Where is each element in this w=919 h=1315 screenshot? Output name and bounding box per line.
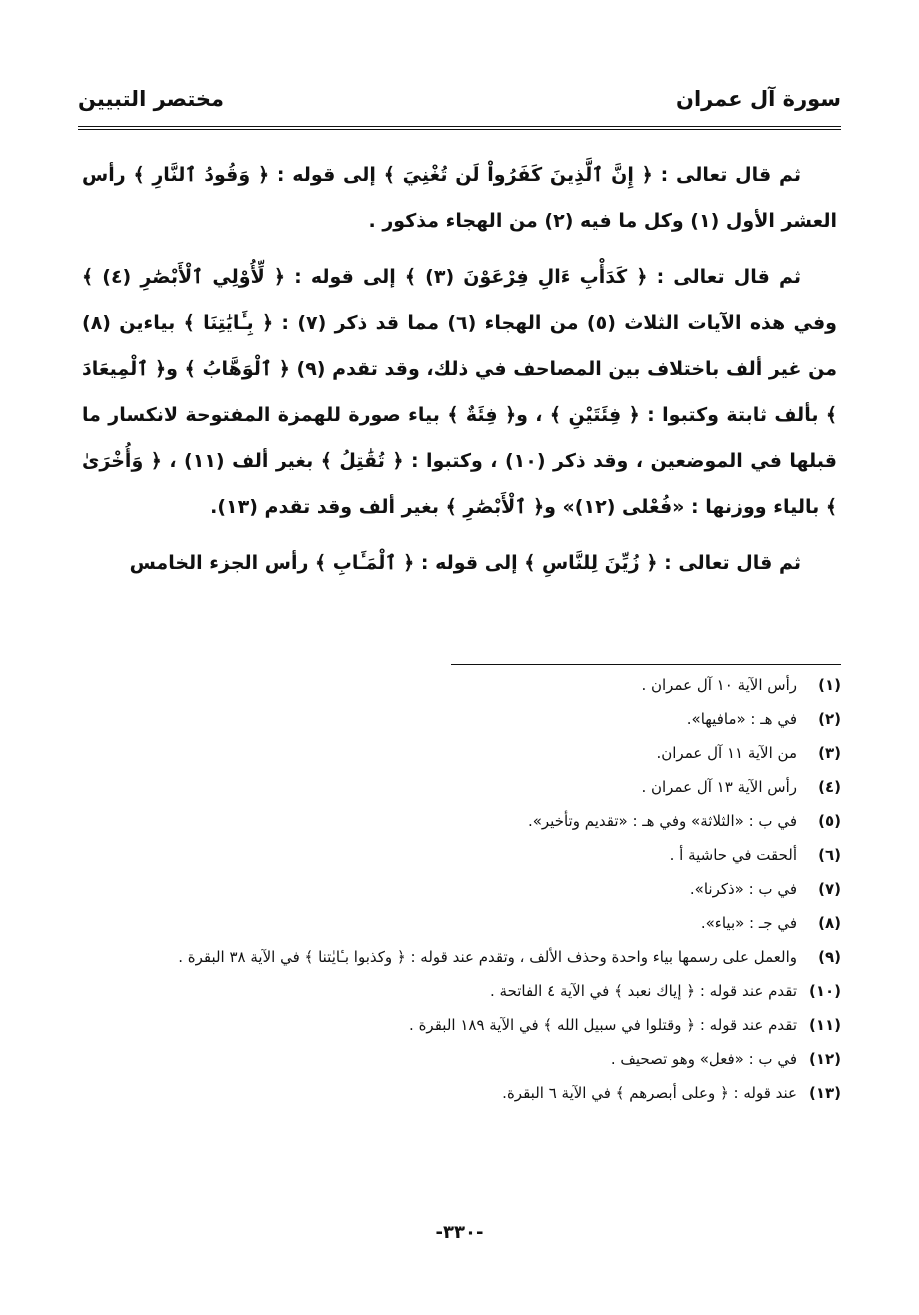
footnote-number: (٧) [818,880,841,898]
footnote-divider [451,664,841,665]
footnote-text: عند قوله : ﴿ وعلى أبصرهم ﴾ في الآية ٦ البقرة. [502,1084,797,1102]
footnote-text: في ب : «ذكرنا». [689,880,797,898]
footnote-number: (٩) [818,948,841,966]
footnote-number: (١٠) [808,982,841,1000]
footnote-number: (١) [818,676,841,694]
footnote-number: (٦) [818,846,841,864]
footnotes [78,668,841,1110]
footnote-text: من الآية ١١ آل عمران. [656,744,797,762]
footnote-number: (٥) [818,812,841,830]
footnote-text: تقدم عند قوله : ﴿ إياك نعبد ﴾ في الآية ٤ الفاتحة . [490,982,797,1000]
footnote-number: (٣) [818,744,841,762]
footnote-text: في ب : «فعل» وهو تصحيف . [610,1050,797,1068]
footnote [78,906,841,940]
footnote-number: (٤) [818,778,841,796]
footnote-text: والعمل على رسمها بياء واحدة وحذف الألف ، وتقدم عند قوله : ﴿ وكذبوا بـٔايٰتنا ﴾ في الآية ٣٨ البقرة . [178,948,797,966]
main-text [82,152,837,596]
footnote [78,974,841,1008]
footnote [78,838,841,872]
footnote [78,770,841,804]
footnote [78,940,841,974]
paragraph-2: ثم قال تعالى : ﴿ كَدَأْبِ ءَالِ فِرْعَوْنَ (٣) ﴾ إلى قوله : ﴿ لِّأُوْلِي ٱلْأَبْصَٰرِ (٤) ﴾ وفي هذه الآيات الثلاث (٥) من الهجاء (٦) مما قد ذكر (٧) : ﴿ بِـَٔايَٰتِنَا ﴾ بياءين (٨) من غير ألف باختلاف بين المصاحف في ذلك، وقد تقدم (٩) ﴿ ٱلْوَهَّابُ ﴾ و﴿ ٱلْمِيعَادَ ﴾ بألف ثابتة وكتبوا : ﴿ فِئَتَيْنِ ﴾ ، و﴿ فِئَةٌ ﴾ بياء صورة للهمزة المفتوحة لانكسار ما قبلها في الموضعين ، وقد ذكر (١٠) ، وكتبوا : ﴿ تُقَٰتِلُ ﴾ بغير ألف (١١) ، ﴿ وَأُخْرَىٰ ﴾ بالياء ووزنها : «فُعْلى (١٢)» و﴿ ٱلْأَبْصَٰرِ ﴾ بغير ألف وقد تقدم (١٣). [82,266,837,518]
surah-title: سورة آل عمران [676,87,841,111]
paragraph-3: ثم قال تعالى : ﴿ زُيِّنَ لِلنَّاسِ ﴾ إلى قوله : ﴿ ٱلْمَـَٔابِ ﴾ رأس الجزء الخامس [129,552,801,574]
footnote-text: رأس الآية ١٣ آل عمران . [641,778,797,796]
running-header [78,82,841,116]
footnote [78,668,841,702]
footnote [78,1008,841,1042]
footnote-number: (١٢) [808,1050,841,1068]
footnote-number: (٨) [818,914,841,932]
footnote-text: ألحقت في حاشية أ . [669,846,797,864]
footnote-text: رأس الآية ١٠ آل عمران . [641,676,797,694]
footnote [78,702,841,736]
header-divider [78,126,841,130]
footnote-number: (١٣) [808,1084,841,1102]
footnote [78,804,841,838]
footnote-text: تقدم عند قوله : ﴿ وقتلوا في سبيل الله ﴾ في الآية ١٨٩ البقرة . [409,1016,797,1034]
footnote-number: (١١) [808,1016,841,1034]
footnote-text: في هـ : «مافيها». [686,710,797,728]
footnote [78,736,841,770]
paragraph-1: ثم قال تعالى : ﴿ إِنَّ ٱلَّذِينَ كَفَرُواْ لَن تُغْنِيَ ﴾ إلى قوله : ﴿ وَقُودُ ٱلنَّارِ ﴾ رأس العشر الأول (١) وكل ما فيه (٢) من الهجاء مذكور . [82,164,837,232]
page-number: -٣٣٠- [435,1222,484,1243]
footnote-text: في جـ : «بياء». [700,914,797,932]
book-title: مختصر التبيين [78,87,225,111]
footnote [78,1076,841,1110]
footnote-text: في ب : «الثلاثة» وفي هـ : «تقديم وتأخير». [527,812,797,830]
footnote [78,1042,841,1076]
footnote-number: (٢) [818,710,841,728]
footnote [78,872,841,906]
